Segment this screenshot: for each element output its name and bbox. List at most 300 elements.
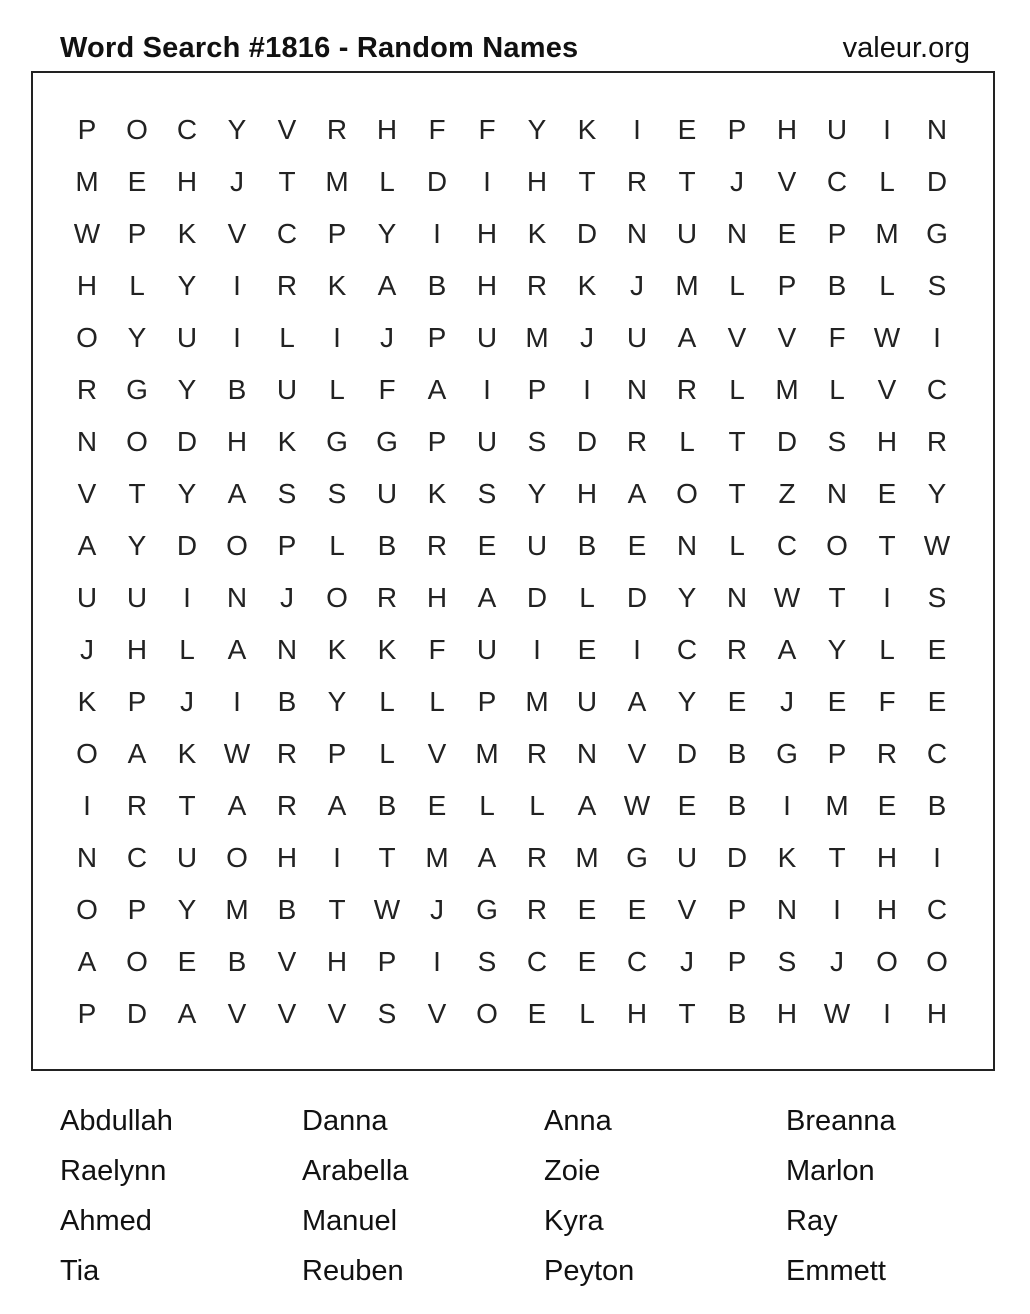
grid-letter[interactable]: U xyxy=(576,686,598,717)
grid-letter[interactable]: B xyxy=(277,686,297,717)
grid-letter[interactable]: R xyxy=(526,738,548,769)
grid-letter[interactable]: T xyxy=(828,582,846,613)
grid-letter[interactable]: V xyxy=(227,998,247,1029)
grid-letter[interactable]: R xyxy=(626,426,648,457)
grid-letter[interactable]: W xyxy=(223,738,251,769)
grid-letter[interactable]: H xyxy=(776,998,798,1029)
grid-letter[interactable]: I xyxy=(633,634,641,665)
grid-letter[interactable]: B xyxy=(277,894,297,925)
grid-letter[interactable]: E xyxy=(677,114,697,145)
grid-letter[interactable]: L xyxy=(429,686,445,717)
grid-letter[interactable]: S xyxy=(827,426,847,457)
grid-letter[interactable]: O xyxy=(476,998,498,1029)
grid-letter[interactable]: P xyxy=(527,374,547,405)
grid-letter[interactable]: D xyxy=(926,166,948,197)
grid-letter[interactable]: V xyxy=(877,374,897,405)
grid-letter[interactable]: L xyxy=(179,634,195,665)
grid-letter[interactable]: T xyxy=(878,530,896,561)
grid-letter[interactable]: D xyxy=(176,426,198,457)
grid-letter[interactable]: L xyxy=(729,530,745,561)
grid-letter[interactable]: V xyxy=(327,998,347,1029)
grid-letter[interactable]: P xyxy=(327,218,347,249)
grid-letter[interactable]: H xyxy=(476,270,498,301)
grid-letter[interactable]: E xyxy=(127,166,147,197)
grid-letter[interactable]: Y xyxy=(177,478,197,509)
grid-letter[interactable]: M xyxy=(75,166,99,197)
grid-letter[interactable]: K xyxy=(77,686,97,717)
grid-letter[interactable]: M xyxy=(825,790,849,821)
grid-letter[interactable]: D xyxy=(726,842,748,873)
grid-letter[interactable]: I xyxy=(783,790,791,821)
grid-letter[interactable]: R xyxy=(426,530,448,561)
grid-letter[interactable]: V xyxy=(427,738,447,769)
grid-letter[interactable]: C xyxy=(276,218,298,249)
grid-letter[interactable]: U xyxy=(476,426,498,457)
grid-letter[interactable]: S xyxy=(927,582,947,613)
grid-letter[interactable]: C xyxy=(526,946,548,977)
grid-letter[interactable]: L xyxy=(879,270,895,301)
grid-letter[interactable]: M xyxy=(675,270,699,301)
grid-letter[interactable]: K xyxy=(327,270,347,301)
grid-letter[interactable]: D xyxy=(626,582,648,613)
grid-letter[interactable]: O xyxy=(326,582,348,613)
grid-letter[interactable]: E xyxy=(627,530,647,561)
grid-letter[interactable]: N xyxy=(276,634,298,665)
grid-letter[interactable]: J xyxy=(230,166,244,197)
grid-letter[interactable]: J xyxy=(380,322,394,353)
grid-letter[interactable]: E xyxy=(877,478,897,509)
grid-letter[interactable]: S xyxy=(777,946,797,977)
grid-letter[interactable]: N xyxy=(726,582,748,613)
grid-letter[interactable]: M xyxy=(875,218,899,249)
grid-letter[interactable]: G xyxy=(926,218,948,249)
grid-letter[interactable]: J xyxy=(180,686,194,717)
grid-letter[interactable]: V xyxy=(627,738,647,769)
grid-letter[interactable]: F xyxy=(428,114,446,145)
grid-letter[interactable]: I xyxy=(433,946,441,977)
grid-letter[interactable]: E xyxy=(577,894,597,925)
grid-letter[interactable]: H xyxy=(276,842,298,873)
grid-letter[interactable]: T xyxy=(328,894,346,925)
grid-letter[interactable]: P xyxy=(77,998,97,1029)
grid-letter[interactable]: A xyxy=(677,322,697,353)
grid-letter[interactable]: D xyxy=(576,218,598,249)
grid-letter[interactable]: R xyxy=(276,790,298,821)
grid-letter[interactable]: F xyxy=(878,686,896,717)
grid-letter[interactable]: Y xyxy=(827,634,847,665)
grid-letter[interactable]: W xyxy=(873,322,901,353)
grid-letter[interactable]: D xyxy=(576,426,598,457)
grid-letter[interactable]: I xyxy=(483,166,491,197)
grid-letter[interactable]: I xyxy=(483,374,491,405)
grid-letter[interactable]: H xyxy=(426,582,448,613)
grid-letter[interactable]: C xyxy=(826,166,848,197)
grid-letter[interactable]: T xyxy=(278,166,296,197)
grid-letter[interactable]: V xyxy=(777,166,797,197)
grid-letter[interactable]: F xyxy=(378,374,396,405)
grid-letter[interactable]: J xyxy=(280,582,294,613)
grid-letter[interactable]: L xyxy=(829,374,845,405)
grid-letter[interactable]: K xyxy=(527,218,547,249)
grid-letter[interactable]: E xyxy=(727,686,747,717)
grid-letter[interactable]: H xyxy=(926,998,948,1029)
grid-letter[interactable]: A xyxy=(77,946,97,977)
grid-letter[interactable]: N xyxy=(626,218,648,249)
grid-letter[interactable]: Y xyxy=(677,686,697,717)
grid-letter[interactable]: H xyxy=(876,426,898,457)
grid-letter[interactable]: N xyxy=(826,478,848,509)
grid-letter[interactable]: Y xyxy=(177,270,197,301)
grid-letter[interactable]: J xyxy=(630,270,644,301)
grid-letter[interactable]: R xyxy=(726,634,748,665)
grid-letter[interactable]: C xyxy=(176,114,198,145)
grid-letter[interactable]: F xyxy=(428,634,446,665)
grid-letter[interactable]: H xyxy=(176,166,198,197)
grid-letter[interactable]: E xyxy=(177,946,197,977)
grid-letter[interactable]: J xyxy=(830,946,844,977)
grid-letter[interactable]: H xyxy=(76,270,98,301)
grid-letter[interactable]: H xyxy=(326,946,348,977)
grid-letter[interactable]: I xyxy=(583,374,591,405)
grid-letter[interactable]: I xyxy=(833,894,841,925)
grid-letter[interactable]: O xyxy=(926,946,948,977)
grid-letter[interactable]: L xyxy=(579,998,595,1029)
grid-letter[interactable]: K xyxy=(327,634,347,665)
grid-letter[interactable]: C xyxy=(126,842,148,873)
grid-letter[interactable]: O xyxy=(76,738,98,769)
grid-letter[interactable]: N xyxy=(776,894,798,925)
grid-letter[interactable]: I xyxy=(333,322,341,353)
grid-letter[interactable]: Y xyxy=(527,478,547,509)
grid-letter[interactable]: M xyxy=(525,686,549,717)
grid-letter[interactable]: U xyxy=(676,842,698,873)
grid-letter[interactable]: A xyxy=(377,270,397,301)
grid-letter[interactable]: B xyxy=(577,530,597,561)
grid-letter[interactable]: R xyxy=(526,894,548,925)
grid-letter[interactable]: O xyxy=(76,894,98,925)
grid-letter[interactable]: R xyxy=(526,842,548,873)
grid-letter[interactable]: H xyxy=(776,114,798,145)
grid-letter[interactable]: A xyxy=(777,634,797,665)
grid-letter[interactable]: F xyxy=(828,322,846,353)
grid-letter[interactable]: A xyxy=(227,634,247,665)
grid-letter[interactable]: G xyxy=(376,426,398,457)
grid-letter[interactable]: P xyxy=(327,738,347,769)
grid-letter[interactable]: I xyxy=(533,634,541,665)
grid-letter[interactable]: Y xyxy=(677,582,697,613)
grid-letter[interactable]: P xyxy=(827,218,847,249)
grid-letter[interactable]: T xyxy=(828,842,846,873)
grid-letter[interactable]: Y xyxy=(927,478,947,509)
grid-letter[interactable]: A xyxy=(127,738,147,769)
grid-letter[interactable]: V xyxy=(77,478,97,509)
grid-letter[interactable]: P xyxy=(827,738,847,769)
grid-letter[interactable]: L xyxy=(329,530,345,561)
grid-letter[interactable]: D xyxy=(126,998,148,1029)
grid-letter[interactable]: V xyxy=(677,894,697,925)
grid-letter[interactable]: S xyxy=(327,478,347,509)
grid-letter[interactable]: T xyxy=(128,478,146,509)
grid-letter[interactable]: T xyxy=(678,166,696,197)
grid-letter[interactable]: B xyxy=(377,790,397,821)
grid-letter[interactable]: A xyxy=(477,842,497,873)
grid-letter[interactable]: P xyxy=(477,686,497,717)
grid-letter[interactable]: H xyxy=(576,478,598,509)
grid-letter[interactable]: L xyxy=(379,686,395,717)
grid-letter[interactable]: A xyxy=(227,478,247,509)
grid-letter[interactable]: E xyxy=(577,946,597,977)
grid-letter[interactable]: V xyxy=(727,322,747,353)
grid-letter[interactable]: J xyxy=(730,166,744,197)
grid-letter[interactable]: U xyxy=(476,634,498,665)
grid-letter[interactable]: G xyxy=(776,738,798,769)
grid-letter[interactable]: Y xyxy=(127,530,147,561)
grid-letter[interactable]: O xyxy=(76,322,98,353)
grid-letter[interactable]: C xyxy=(676,634,698,665)
grid-letter[interactable]: O xyxy=(226,842,248,873)
grid-letter[interactable]: N xyxy=(576,738,598,769)
grid-letter[interactable]: I xyxy=(883,582,891,613)
grid-letter[interactable]: T xyxy=(178,790,196,821)
grid-letter[interactable]: L xyxy=(279,322,295,353)
grid-letter[interactable]: D xyxy=(776,426,798,457)
grid-letter[interactable]: A xyxy=(477,582,497,613)
grid-letter[interactable]: D xyxy=(176,530,198,561)
grid-letter[interactable]: N xyxy=(76,426,98,457)
grid-letter[interactable]: H xyxy=(626,998,648,1029)
grid-letter[interactable]: U xyxy=(476,322,498,353)
grid-letter[interactable]: R xyxy=(276,738,298,769)
grid-letter[interactable]: P xyxy=(727,894,747,925)
grid-letter[interactable]: J xyxy=(580,322,594,353)
grid-letter[interactable]: A xyxy=(627,478,647,509)
grid-letter[interactable]: P xyxy=(427,426,447,457)
grid-letter[interactable]: U xyxy=(76,582,98,613)
grid-letter[interactable]: H xyxy=(226,426,248,457)
grid-letter[interactable]: L xyxy=(129,270,145,301)
grid-letter[interactable]: I xyxy=(883,114,891,145)
grid-letter[interactable]: K xyxy=(777,842,797,873)
grid-letter[interactable]: K xyxy=(427,478,447,509)
grid-letter[interactable]: Y xyxy=(177,374,197,405)
grid-letter[interactable]: L xyxy=(679,426,695,457)
grid-letter[interactable]: U xyxy=(676,218,698,249)
grid-letter[interactable]: B xyxy=(827,270,847,301)
grid-letter[interactable]: I xyxy=(933,322,941,353)
grid-letter[interactable]: N xyxy=(626,374,648,405)
grid-letter[interactable]: J xyxy=(680,946,694,977)
grid-letter[interactable]: V xyxy=(777,322,797,353)
grid-letter[interactable]: S xyxy=(477,946,497,977)
grid-letter[interactable]: U xyxy=(626,322,648,353)
grid-letter[interactable]: C xyxy=(626,946,648,977)
grid-letter[interactable]: M xyxy=(225,894,249,925)
grid-letter[interactable]: Y xyxy=(527,114,547,145)
grid-letter[interactable]: A xyxy=(627,686,647,717)
grid-letter[interactable]: J xyxy=(780,686,794,717)
grid-letter[interactable]: B xyxy=(227,946,247,977)
grid-letter[interactable]: R xyxy=(76,374,98,405)
grid-letter[interactable]: L xyxy=(379,738,395,769)
grid-letter[interactable]: V xyxy=(427,998,447,1029)
grid-letter[interactable]: P xyxy=(127,218,147,249)
grid-letter[interactable]: W xyxy=(73,218,101,249)
grid-letter[interactable]: S xyxy=(527,426,547,457)
grid-letter[interactable]: E xyxy=(627,894,647,925)
grid-letter[interactable]: V xyxy=(277,114,297,145)
grid-letter[interactable]: O xyxy=(126,114,148,145)
grid-letter[interactable]: U xyxy=(126,582,148,613)
grid-letter[interactable]: L xyxy=(579,582,595,613)
grid-letter[interactable]: S xyxy=(477,478,497,509)
grid-letter[interactable]: U xyxy=(276,374,298,405)
grid-letter[interactable]: V xyxy=(227,218,247,249)
grid-letter[interactable]: M xyxy=(575,842,599,873)
grid-letter[interactable]: K xyxy=(577,270,597,301)
grid-letter[interactable]: U xyxy=(176,842,198,873)
grid-letter[interactable]: D xyxy=(526,582,548,613)
grid-letter[interactable]: B xyxy=(427,270,447,301)
grid-letter[interactable]: K xyxy=(177,738,197,769)
grid-letter[interactable]: I xyxy=(233,686,241,717)
grid-letter[interactable]: K xyxy=(177,218,197,249)
grid-letter[interactable]: G xyxy=(626,842,648,873)
grid-letter[interactable]: R xyxy=(626,166,648,197)
grid-letter[interactable]: E xyxy=(577,634,597,665)
grid-letter[interactable]: S xyxy=(927,270,947,301)
grid-letter[interactable]: E xyxy=(527,998,547,1029)
grid-letter[interactable]: A xyxy=(177,998,197,1029)
grid-letter[interactable]: I xyxy=(933,842,941,873)
grid-letter[interactable]: Y xyxy=(177,894,197,925)
grid-letter[interactable]: A xyxy=(327,790,347,821)
grid-letter[interactable]: M xyxy=(475,738,499,769)
grid-letter[interactable]: H xyxy=(476,218,498,249)
grid-letter[interactable]: U xyxy=(526,530,548,561)
grid-letter[interactable]: C xyxy=(926,374,948,405)
grid-letter[interactable]: Z xyxy=(778,478,796,509)
grid-letter[interactable]: D xyxy=(676,738,698,769)
grid-letter[interactable]: P xyxy=(277,530,297,561)
grid-letter[interactable]: C xyxy=(926,738,948,769)
grid-letter[interactable]: J xyxy=(430,894,444,925)
grid-letter[interactable]: R xyxy=(376,582,398,613)
grid-letter[interactable]: G xyxy=(326,426,348,457)
grid-letter[interactable]: P xyxy=(727,114,747,145)
grid-letter[interactable]: I xyxy=(233,322,241,353)
grid-letter[interactable]: R xyxy=(926,426,948,457)
grid-letter[interactable]: L xyxy=(379,166,395,197)
grid-letter[interactable]: Y xyxy=(377,218,397,249)
grid-letter[interactable]: I xyxy=(633,114,641,145)
grid-letter[interactable]: A xyxy=(577,790,597,821)
grid-letter[interactable]: A xyxy=(227,790,247,821)
grid-letter[interactable]: S xyxy=(277,478,297,509)
grid-letter[interactable]: N xyxy=(76,842,98,873)
grid-letter[interactable]: I xyxy=(233,270,241,301)
grid-letter[interactable]: L xyxy=(729,270,745,301)
grid-letter[interactable]: N xyxy=(926,114,948,145)
grid-letter[interactable]: D xyxy=(426,166,448,197)
grid-letter[interactable]: M xyxy=(325,166,349,197)
grid-letter[interactable]: A xyxy=(427,374,447,405)
grid-letter[interactable]: T xyxy=(728,426,746,457)
grid-letter[interactable]: R xyxy=(676,374,698,405)
grid-letter[interactable]: L xyxy=(479,790,495,821)
grid-letter[interactable]: N xyxy=(226,582,248,613)
grid-letter[interactable]: E xyxy=(477,530,497,561)
grid-letter[interactable]: P xyxy=(777,270,797,301)
grid-letter[interactable]: T xyxy=(378,842,396,873)
grid-letter[interactable]: V xyxy=(277,946,297,977)
grid-letter[interactable]: K xyxy=(277,426,297,457)
grid-letter[interactable]: M xyxy=(425,842,449,873)
grid-letter[interactable]: G xyxy=(476,894,498,925)
grid-letter[interactable]: L xyxy=(329,374,345,405)
grid-letter[interactable]: P xyxy=(127,894,147,925)
grid-letter[interactable]: W xyxy=(773,582,801,613)
grid-letter[interactable]: S xyxy=(377,998,397,1029)
grid-letter[interactable]: L xyxy=(879,166,895,197)
grid-letter[interactable]: L xyxy=(879,634,895,665)
grid-letter[interactable]: M xyxy=(775,374,799,405)
grid-letter[interactable]: H xyxy=(526,166,548,197)
grid-letter[interactable]: E xyxy=(927,686,947,717)
grid-letter[interactable]: O xyxy=(676,478,698,509)
grid-letter[interactable]: O xyxy=(126,946,148,977)
grid-letter[interactable]: Y xyxy=(127,322,147,353)
grid-letter[interactable]: B xyxy=(227,374,247,405)
grid-letter[interactable]: C xyxy=(926,894,948,925)
grid-letter[interactable]: E xyxy=(927,634,947,665)
grid-letter[interactable]: U xyxy=(176,322,198,353)
grid-letter[interactable]: E xyxy=(777,218,797,249)
grid-letter[interactable]: B xyxy=(727,790,747,821)
grid-letter[interactable]: I xyxy=(333,842,341,873)
grid-letter[interactable]: W xyxy=(923,530,951,561)
grid-letter[interactable]: N xyxy=(726,218,748,249)
grid-letter[interactable]: I xyxy=(433,218,441,249)
grid-letter[interactable]: U xyxy=(376,478,398,509)
grid-letter[interactable]: G xyxy=(126,374,148,405)
grid-letter[interactable]: P xyxy=(77,114,97,145)
grid-letter[interactable]: C xyxy=(776,530,798,561)
grid-letter[interactable]: K xyxy=(377,634,397,665)
grid-letter[interactable]: I xyxy=(883,998,891,1029)
grid-letter[interactable]: T xyxy=(578,166,596,197)
grid-letter[interactable]: E xyxy=(427,790,447,821)
grid-letter[interactable]: K xyxy=(577,114,597,145)
grid-letter[interactable]: B xyxy=(727,738,747,769)
grid-letter[interactable]: O xyxy=(126,426,148,457)
grid-letter[interactable]: A xyxy=(77,530,97,561)
grid-letter[interactable]: Y xyxy=(227,114,247,145)
grid-letter[interactable]: B xyxy=(727,998,747,1029)
grid-letter[interactable]: R xyxy=(326,114,348,145)
grid-letter[interactable]: P xyxy=(427,322,447,353)
grid-letter[interactable]: E xyxy=(677,790,697,821)
grid-letter[interactable]: R xyxy=(526,270,548,301)
grid-letter[interactable]: W xyxy=(373,894,401,925)
grid-letter[interactable]: B xyxy=(377,530,397,561)
grid-letter[interactable]: B xyxy=(927,790,947,821)
grid-letter[interactable]: H xyxy=(376,114,398,145)
grid-letter[interactable]: P xyxy=(127,686,147,717)
grid-letter[interactable]: R xyxy=(276,270,298,301)
grid-letter[interactable]: W xyxy=(623,790,651,821)
grid-letter[interactable]: M xyxy=(525,322,549,353)
grid-letter[interactable]: R xyxy=(876,738,898,769)
